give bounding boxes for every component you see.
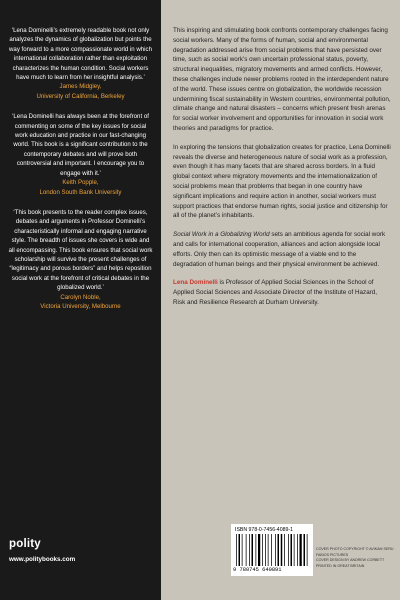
credit-line-1: COVER PHOTO COPYRIGHT © AVIKAM SERU [316, 547, 394, 551]
endorsement-panel [0, 0, 161, 600]
barcode-digits: 9 780745 640891 [233, 567, 282, 573]
isbn-label: ISBN 978-0-7456-4089-1 [235, 527, 293, 533]
endorsement-quote-2: ‘Lena Dominelli has always been at the forefront of commenting on some of the key issues for social work education and practice in our fast-changing world. This book is a significant contribution to the contemporary debates and will prove both controversial and important. I encourage you to engage with it.’ [12, 113, 149, 177]
endorsement-name-3: Carolyn Noble, [60, 293, 101, 301]
barcode-box [231, 524, 313, 576]
description-paragraph-2: In exploring the tensions that globalization creates for practice, Lena Dominelli reveals the diverse and heterogeneous nature of social work as a profession, even though it has many facets that are shared across borders. In a fluid global context where migratory movements and the internationalization of social problems mean that problems that began in one country have significant implications and require action in another, social workers must support practices that endorse human rights, social justice and citizenship for all of the planet’s inhabitants. [173, 143, 391, 220]
book-description [173, 26, 391, 308]
author-bio [173, 278, 391, 307]
credit-line-3: COVER DESIGN BY ANDREW CORBETT [316, 558, 385, 562]
endorsement-affiliation-1: University of California, Berkeley [36, 92, 125, 100]
book-title-italic: Social Work in a Globalizing World [173, 231, 270, 239]
endorsement-quote-3: ‘This book presents to the reader complex issues, debates and arguments in Professor Dominelli’s characteristically informal and engaging narrative style. The breadth of issues she covers is wide and all encompassing. This book ensures that social work scholarship will survive the present challenges of “legitimacy and porous borders” and helps reposition social work at the forefront of critical debates in the globalized world.’ [8, 208, 153, 292]
description-paragraph-3-text: sets an ambitious agenda for social work and calls for international cooperation, alliances and action alongside local efforts. Only then can its optimistic message of a viable end to the degradation of human beings and their physical environment be achieved. [173, 231, 386, 268]
credit-line-2: FABIOS PICTURES [316, 552, 349, 557]
endorsement-name-1: James Midgley, [59, 83, 102, 91]
publisher-url: www.politybooks.com [9, 556, 76, 563]
barcode-graphic [235, 534, 309, 566]
endorsement-list [8, 26, 153, 311]
endorsement-name-2: Keith Popple, [62, 179, 99, 187]
description-paragraph-1: This inspiring and stimulating book confronts contemporary challenges facing social workers. Many of the forms of human, social and environmental degradation addressed arise from social problems that have persisted over time, such as social work’s own uncertain professional status, poverty, structural inequalities, migratory movements and armed conflicts. However, these challenges include newer problems rooted in the interdependent nature of the world. These issues centre on globalization, the worldwide recession undermining fiscal sustainability in Western countries, environmental pollution, climate change and natural disasters – concerns which present fresh arenas for social worker involvement and opportunities for innovation in social work theories and paradigms for practice. [173, 27, 391, 132]
endorsement-affiliation-3: Victoria University, Melbourne [40, 302, 121, 310]
author-name: Lena Dominelli [173, 279, 218, 287]
credit-line-4: PRINTED IN GREAT BRITAIN [316, 563, 365, 568]
author-bio-text: is Professor of Applied Social Sciences in the School of Applied Social Sciences and Associate Director of the Institute of Hazard, Risk and Resilience Research at Durham University. [173, 279, 378, 306]
description-paragraph-3 [173, 230, 391, 269]
cover-credits [316, 547, 396, 569]
publisher-logo: polity [9, 538, 41, 550]
endorsement-affiliation-2: London South Bank University [39, 188, 122, 196]
endorsement-quote-1: ‘Lena Dominelli’s extremely readable book not only analyzes the dynamics of globalization but points the way forward to a more compassionate world in which international collaboration rather than exploitation characterizes the human condition. Social workers have much to learn from her insightful analysis.’ [9, 27, 152, 82]
